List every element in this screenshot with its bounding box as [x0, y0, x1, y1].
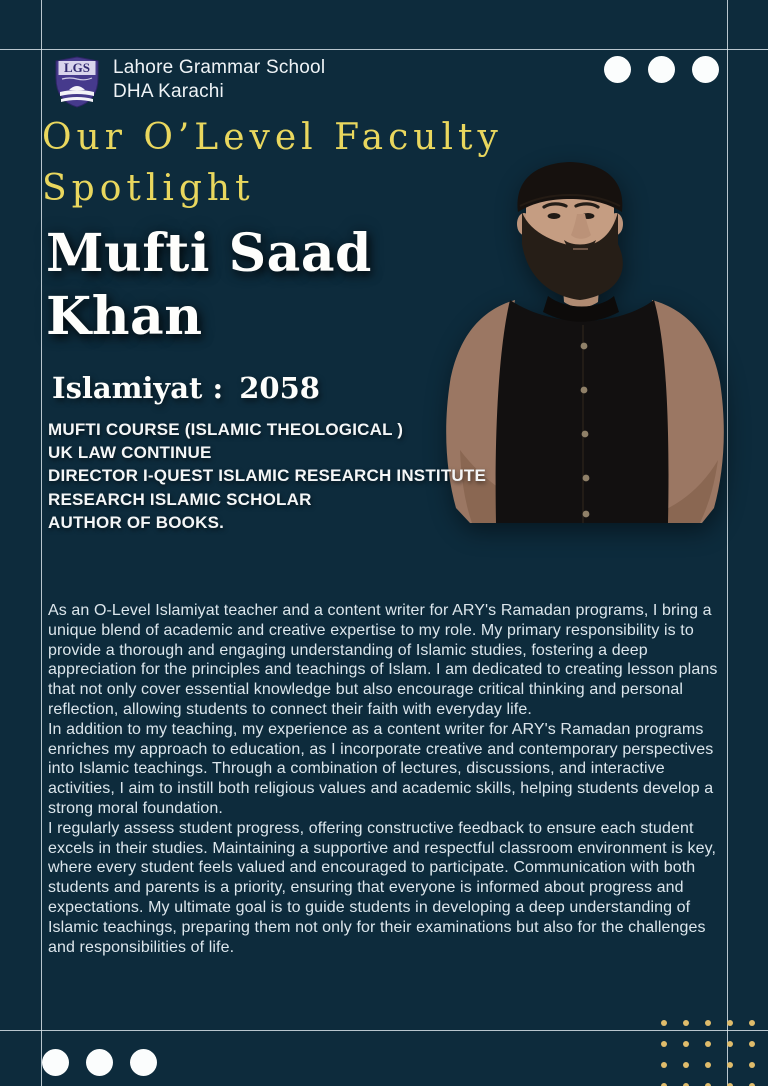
decorative-circle: [130, 1049, 157, 1076]
decorative-circles-bottom: [42, 1049, 157, 1076]
gold-dot: [749, 1020, 755, 1026]
lgs-crest-logo: [55, 56, 99, 108]
decorative-circles-top: [604, 56, 719, 83]
brand-header: [55, 56, 325, 108]
gold-dot: [727, 1020, 733, 1026]
logo-text: LGS: [63, 60, 91, 75]
gold-dot: [705, 1062, 711, 1068]
school-name: [113, 56, 325, 104]
decorative-circle: [648, 56, 675, 83]
page-title-line1: Our O’Level Faculty: [42, 117, 503, 158]
credential-item: UK LAW CONTINUE: [48, 443, 212, 463]
subject-code: 2058: [239, 371, 320, 405]
page-title-line2: Spotlight: [42, 168, 255, 209]
gold-dot: [683, 1041, 689, 1047]
bio-paragraph: In addition to my teaching, my experience as a content writer for ARY's Ramadan programs enriches my approach to education, as I incorporate creative and contemporary perspectives into Islamic teachings. Through a combination of lectures, discussions, and interactive activities, I aim to instill both religious values and academic skills, helping students develop a strong moral foundation.: [48, 720, 714, 817]
gold-dot: [683, 1020, 689, 1026]
decorative-circle: [692, 56, 719, 83]
credential-item: AUTHOR OF BOOKS.: [48, 512, 225, 532]
teacher-name-line1: Mufti Saad: [46, 223, 372, 284]
gold-dot: [661, 1041, 667, 1047]
subject-line: [52, 371, 320, 405]
credential-item: MUFTI COURSE (ISLAMIC THEOLOGICAL ): [48, 420, 404, 439]
decorative-circle: [42, 1049, 69, 1076]
credentials-list: [48, 418, 486, 534]
teacher-name: [46, 222, 372, 348]
gold-dot: [705, 1020, 711, 1026]
gold-dot: [661, 1020, 667, 1026]
gold-dot: [727, 1041, 733, 1047]
frame-line-horizontal-top: [0, 49, 768, 50]
bio-paragraph: As an O-Level Islamiyat teacher and a content writer for ARY's Ramadan programs, I bring a unique blend of academic and creative expertise to my role. My primary responsibility is to provide a thorough and engaging understanding of Islamic studies, fostering a deep appreciation for the principles and teachings of Islam. I am dedicated to creating lesson plans that not only cover essential knowledge but also encourage critical thinking and personal reflection, allowing students to connect their faith with everyday life.: [48, 602, 718, 718]
gold-dot: [749, 1041, 755, 1047]
gold-dot: [727, 1062, 733, 1068]
school-name-line2: DHA Karachi: [113, 81, 224, 102]
school-name-line1: Lahore Grammar School: [113, 57, 326, 78]
frame-line-horizontal-bottom: [0, 1030, 768, 1031]
gold-dot: [661, 1062, 667, 1068]
gold-dot: [749, 1062, 755, 1068]
gold-dot: [705, 1041, 711, 1047]
teacher-name-line2: Khan: [46, 286, 203, 347]
gold-dot: [683, 1062, 689, 1068]
credential-item: DIRECTOR I-QUEST ISLAMIC RESEARCH INSTITUTE: [48, 466, 487, 486]
decorative-circle: [604, 56, 631, 83]
credential-item: RESEARCH ISLAMIC SCHOLAR: [48, 489, 312, 509]
bio-paragraph: I regularly assess student progress, offering constructive feedback to ensure each student excels in their studies. Maintaining a supportive and respectful classroom environment is key, where every student feels valued and encouraged to participate. Communication with both students and parents is a priority, ensuring that everyone is informed about progress and expectations. My ultimate goal is to guide students in developing a deep understanding of Islamic teachings, preparing them not only for their examinations but also for the challenges and responsibilities of life.: [48, 819, 717, 956]
dot-grid-decoration: [661, 1020, 755, 1086]
decorative-circle: [86, 1049, 113, 1076]
subject-label: Islamiyat :: [52, 371, 224, 405]
bio-text: [48, 601, 726, 957]
